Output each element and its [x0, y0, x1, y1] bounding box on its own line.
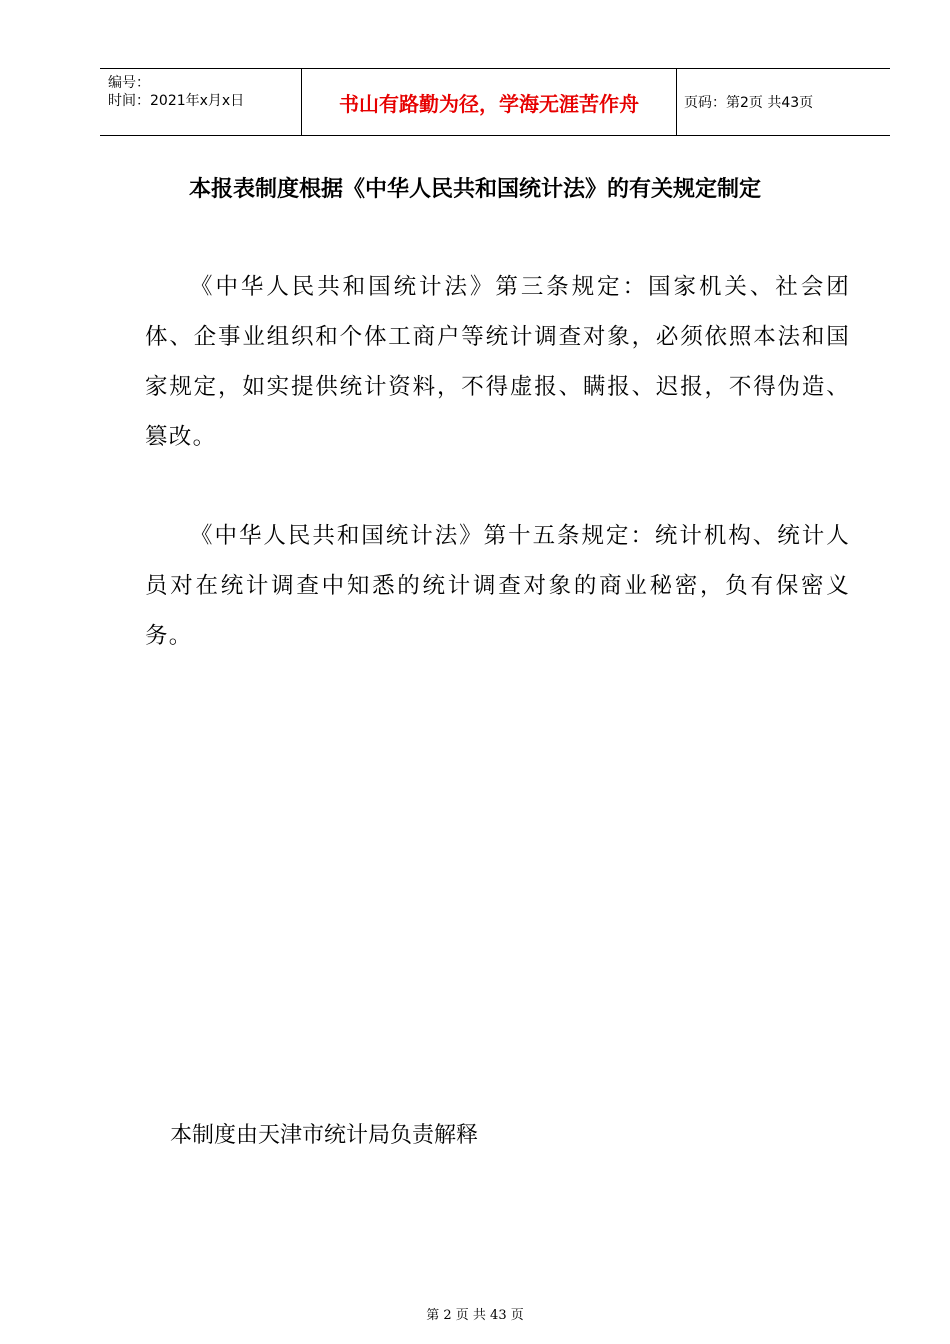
code-label: 编号：	[108, 75, 150, 91]
header-meta	[108, 74, 244, 110]
header-page-info: 页码：第2页 共43页	[684, 95, 814, 111]
paragraph-article-15: 《中华人民共和国统计法》第十五条规定：统计机构、统计人员对在统计调查中知悉的统计调查对象的商业秘密，负有保密义务。	[145, 523, 850, 649]
header-divider	[676, 69, 677, 135]
document-header	[100, 68, 890, 136]
document-title: 本报表制度根据《中华人民共和国统计法》的有关规定制定	[188, 177, 761, 202]
time-label: 时间：2021年x月x日	[108, 93, 245, 109]
interpretation-statement: 本制度由天津市统计局负责解释	[170, 1123, 479, 1148]
header-motto: 书山有路勤为径，学海无涯苦作舟	[339, 91, 639, 116]
paragraph-article-3: 《中华人民共和国统计法》第三条规定：国家机关、社会团体、企事业组织和个体工商户等统计调查对象，必须依照本法和国家规定，如实提供统计资料，不得虚报、瞒报、迟报，不得伪造、篡改。	[145, 274, 850, 450]
page-footer: 第 2 页 共 43 页	[426, 1308, 524, 1323]
